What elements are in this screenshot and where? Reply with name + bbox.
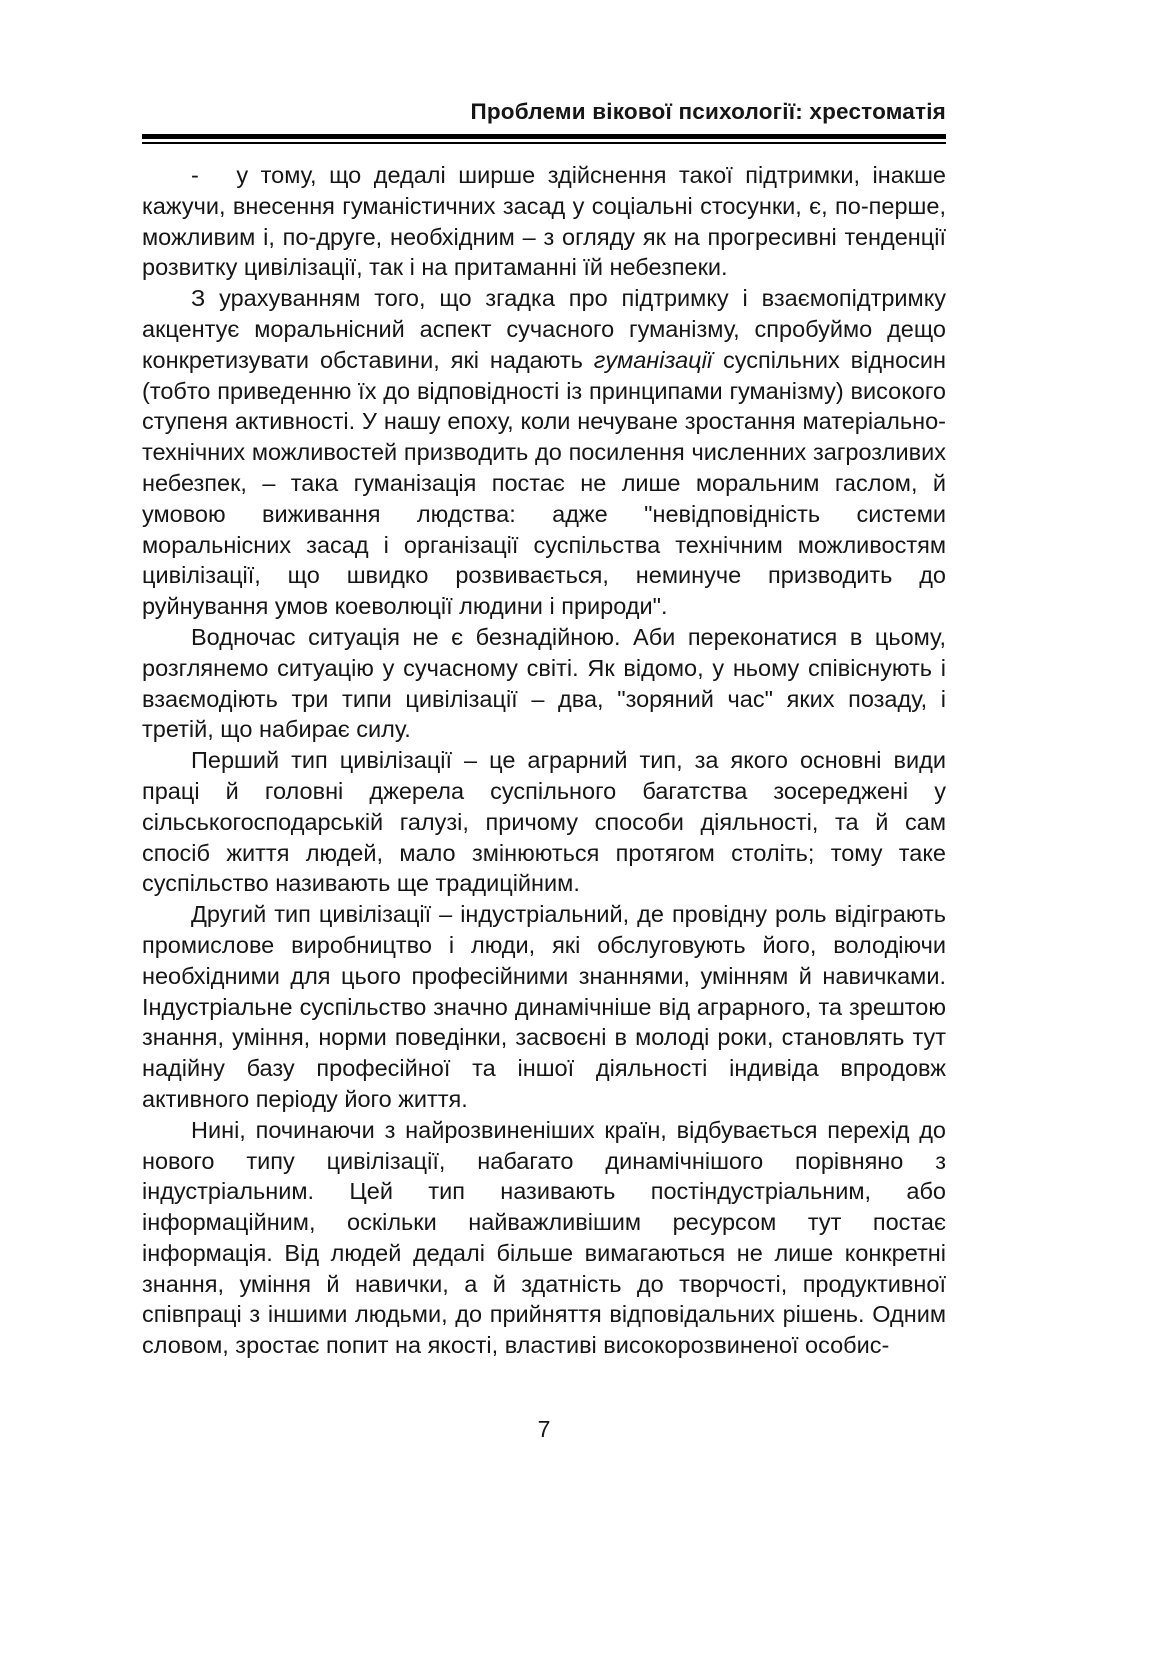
running-header: Проблеми вікової психології: хрестоматія	[470, 99, 946, 124]
paragraph: - у тому, що дедалі ширше здійснення такої підтримки, інакше кажучи, внесення гуманістичних засад у соціальні стосунки, є, по-перше, можливим і, по-друге, необхідним – з огляду як на прогресивні тенденції розвитку цивілізації, так і на притаманні їй небезпеки.	[142, 162, 946, 281]
emphasized-term: гуманізації	[593, 346, 713, 373]
paragraph: Водночас ситуація не є безнадійною. Аби переконатися в цьому, розглянемо ситуацію у сучасному світі. Як відомо, у ньому співіснують і взаємодіють три типи цивілізації – два, "зоряний час" яких позаду, і третій, що набирає силу.	[142, 623, 946, 743]
paragraph	[142, 283, 946, 622]
page-body	[142, 160, 946, 1361]
text-block	[142, 98, 946, 1361]
paragraph: Другий тип цивілізації – індустріальний, де провідну роль відіграють промислове виробництво і люди, які обслуговують його, володіючи необхідними для цього професійними знаннями, умінням й навичками. Індустріальне суспільство значно динамічніше від аграрного, та зрештою знання, уміння, норми поведінки, засвоєні в молоді роки, становлять тут надійну базу професійної та іншої діяльності індивіда впродовж активного періоду його життя.	[142, 901, 946, 1112]
paragraph-text: суспільних відносин (тобто приведенню їх до відповідності із принципами гуманізму) високого ступеня активності. У нашу епоху, коли нечуване зростання матеріально-технічних можливостей призводить до посилення численних загрозливих небезпек, – така гуманізація постає не лише моральним гаслом, й умовою виживання людства: адже "невідповідність системи моральнісних засад і організації суспільства технічним можливостям цивілізації, що швидко розвивається, неминуче призводить до руйнування умов коеволюції людини і природи".	[142, 346, 946, 620]
paragraph: Нині, починаючи з найрозвиненіших країн, відбувається перехід до нового типу цивілізації, набагато динамічнішого порівняно з індустріальним. Цей тип називають постіндустріальним, або інформаційним, оскільки найважливішим ресурсом тут постає інформація. Від людей дедалі більше вимагаються не лише конкретні знання, уміння й навички, а й здатність до творчості, продуктивної співпраці з іншими людьми, до прийняття відповідальних рішень. Одним словом, зростає попит на якості, властиві високорозвиненої особис-	[142, 1116, 946, 1359]
header-divider	[142, 134, 946, 144]
paragraph: Перший тип цивілізації – це аграрний тип, за якого основні види праці й головні джерела суспільного багатства зосереджені у сільськогосподарській галузі, причому способи діяльності, та й сам спосіб життя людей, мало змінюються протягом століть; тому таке суспільство називають ще традиційним.	[142, 747, 946, 897]
paragraph-text: З урахуванням того, що згадка про підтримку і взаємопідтримку акцентує моральнісний аспект сучасного гуманізму, спробуймо дещо конкретизувати обставини, які надають	[142, 285, 946, 373]
page-number: 7	[537, 1416, 551, 1442]
